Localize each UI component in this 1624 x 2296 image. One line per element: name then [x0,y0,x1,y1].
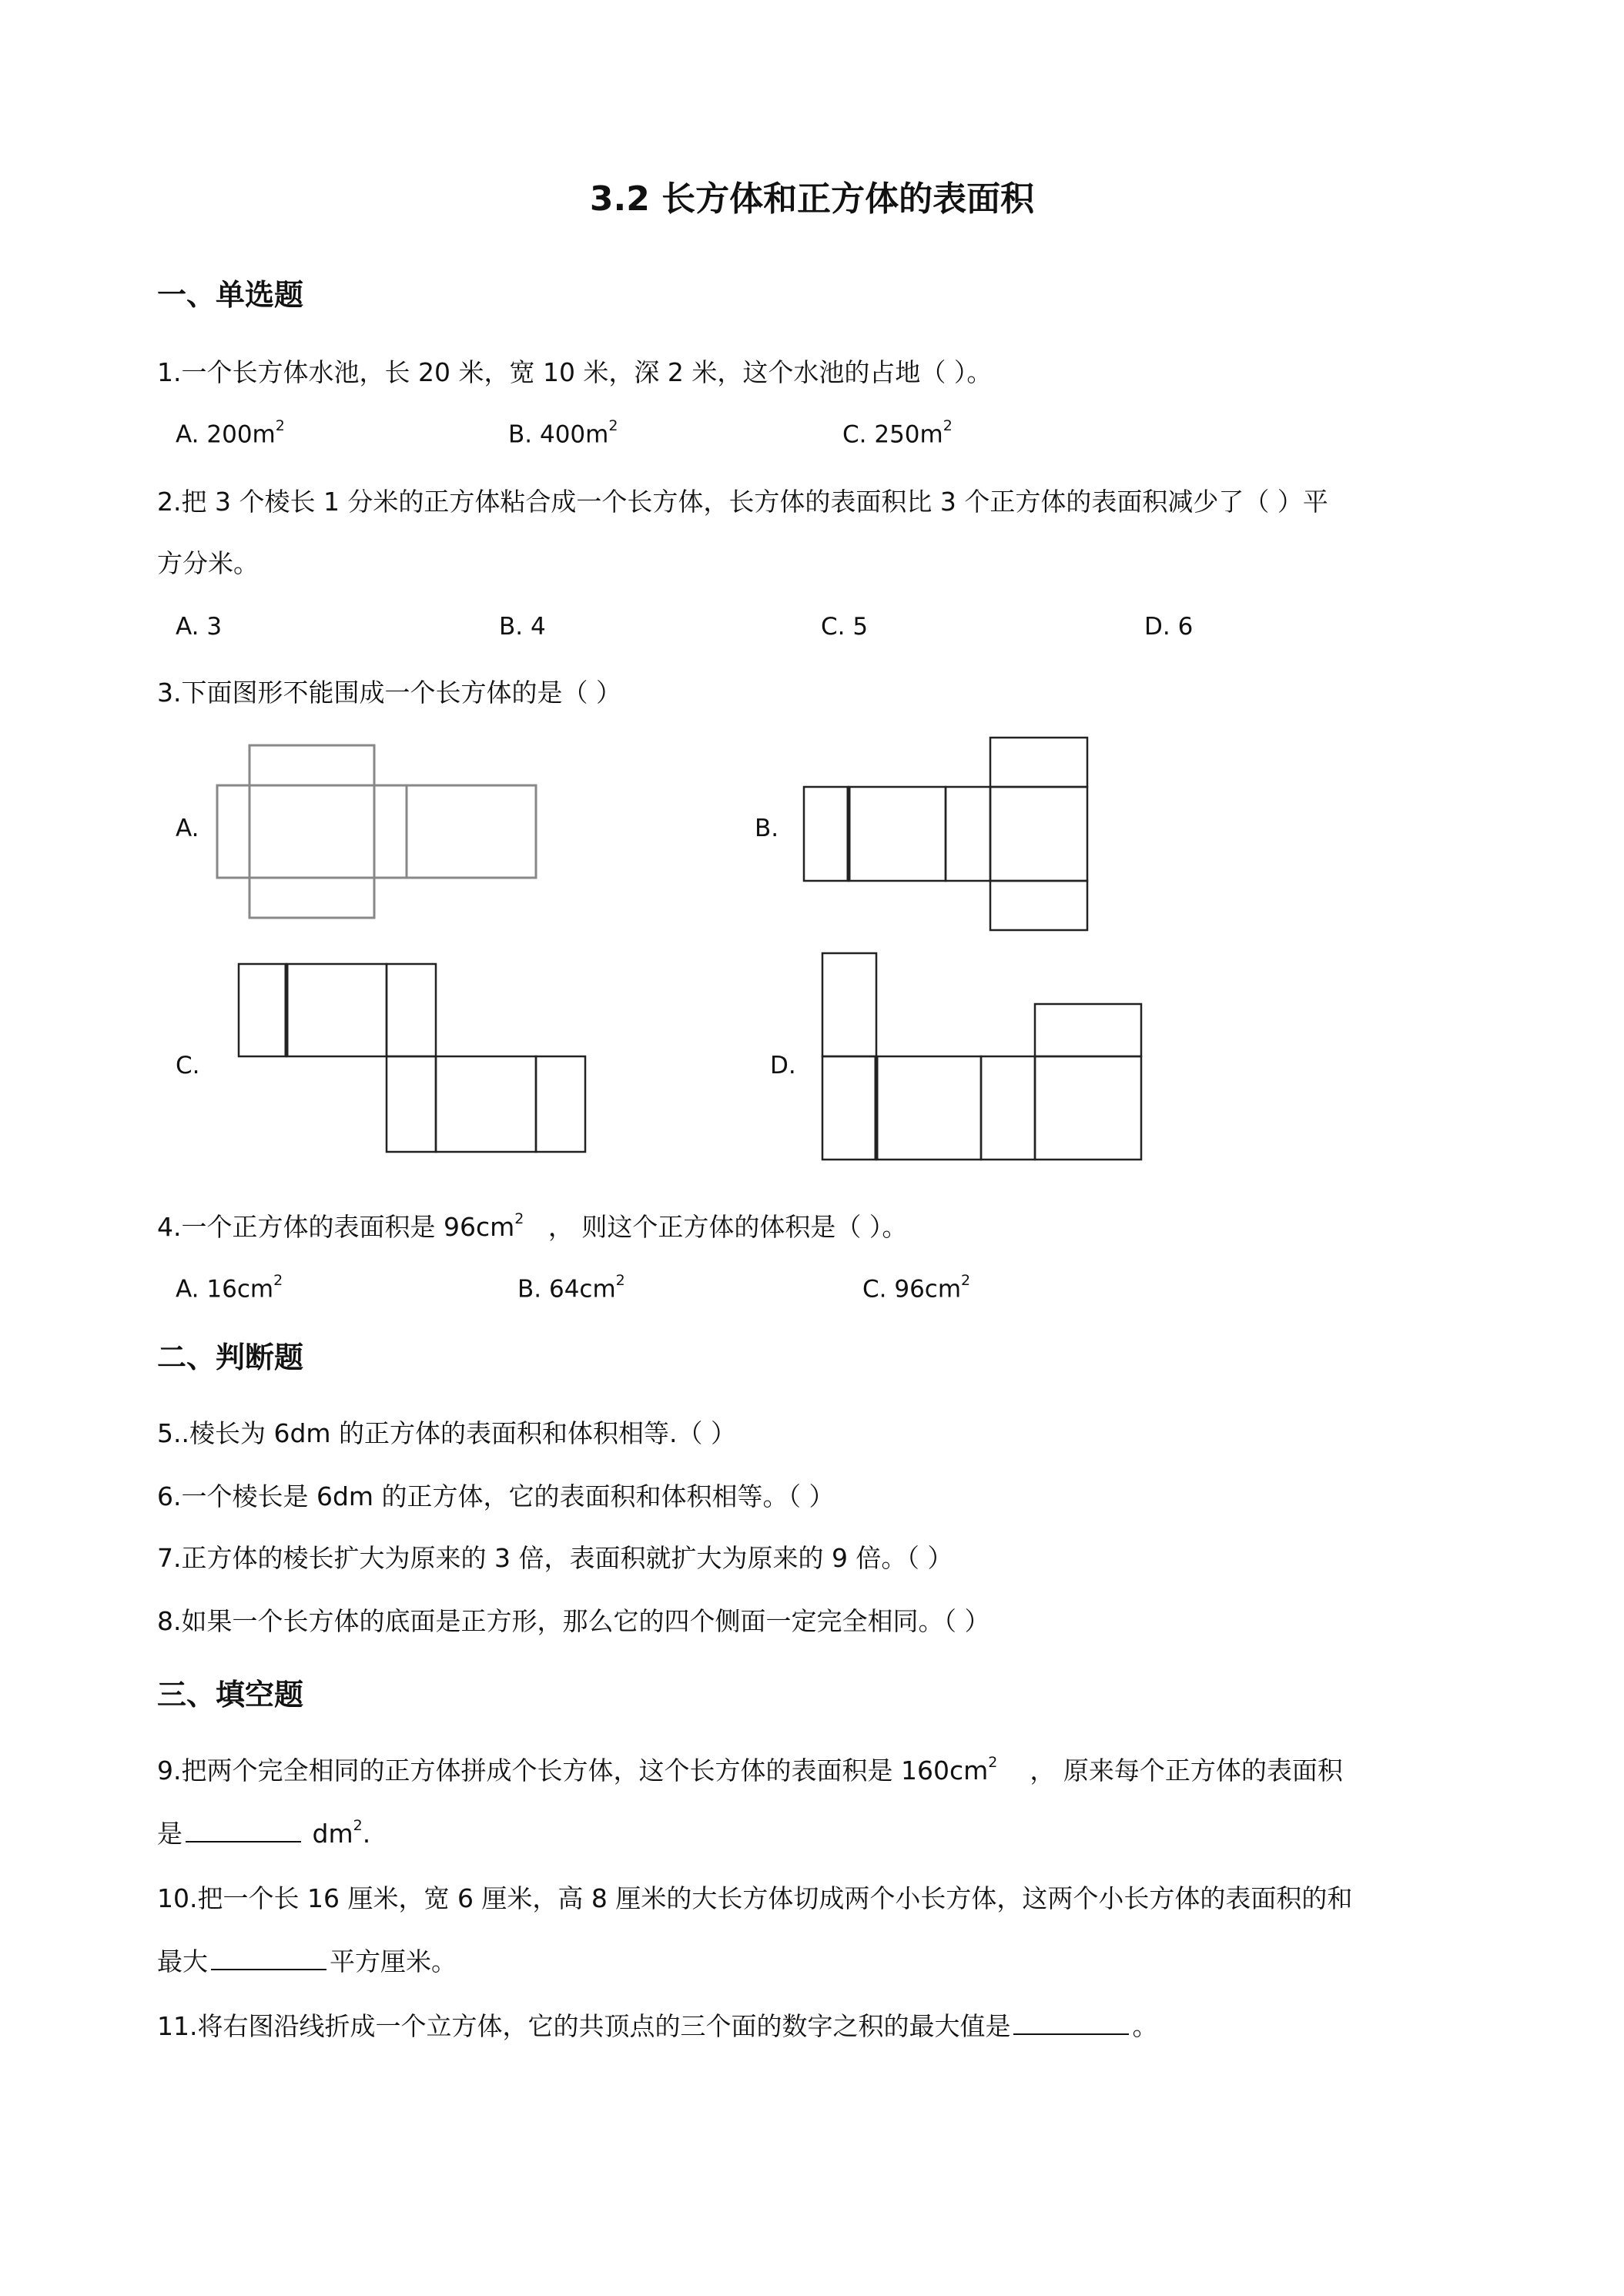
question-3: 3.下面图形不能围成一个长方体的是（ ） [157,678,621,708]
net-b-face-bottom [990,881,1087,930]
net-b-face-1 [804,787,849,881]
q4-option-b[interactable]: B. $64cm^2$ [517,1272,625,1304]
q2-option-c[interactable]: C. 5 [821,613,869,641]
net-b-face-top [990,738,1087,787]
net-d-face-1 [822,953,876,1056]
q3-label-c[interactable]: C. [176,1052,200,1079]
net-c-face-4 [387,1056,436,1152]
net-a-face-right [374,785,407,878]
q11-answer-blank[interactable] [1013,2010,1129,2035]
net-d-face-4 [981,1056,1035,1160]
section-heading-single-choice: 一、单选题 [157,278,304,312]
q1-option-c[interactable]: C. $250m^2$ [842,417,953,449]
net-a-face-top [249,745,374,785]
net-b-face-3 [946,787,990,881]
net-a-face-left [217,785,249,878]
page-title: 3.2 长方体和正方体的表面积 [589,179,1035,219]
net-d-face-6 [1035,1004,1141,1056]
q2-option-b[interactable]: B. 4 [499,613,546,641]
net-c-face-3 [387,964,436,1056]
question-11: 11.将右图沿线折成一个立方体，它的共顶点的三个面的数字之积的最大值是 。 [157,2011,1158,2041]
net-d-face-2 [822,1056,876,1160]
q2-option-d[interactable]: D. 6 [1144,613,1194,641]
q3-label-a[interactable]: A. [176,815,199,842]
net-d-face-5 [1035,1056,1141,1160]
question-10-line-1: 10.把一个长 16 厘米，宽 6 厘米，高 8 厘米的大长方体切成两个小长方体，这两个小长方体的表面积的和 [157,1883,1353,1913]
q10-answer-blank[interactable] [211,1946,326,1970]
net-figure-c [231,958,601,1166]
q1-option-b[interactable]: B. $400m^2$ [508,417,618,449]
net-c-face-1 [239,964,286,1056]
question-8: 8.如果一个长方体的底面是正方形，那么它的四个侧面一定完全相同。（ ） [157,1606,990,1636]
net-c-face-5 [436,1056,536,1152]
net-c-face-2 [286,964,387,1056]
net-b-face-2 [849,787,946,881]
section-heading-fill-blank: 三、填空题 [157,1678,304,1712]
question-5: 5..棱长为 6dm 的正方体的表面积和体积相等.（ ） [157,1418,737,1448]
net-b-face-4 [990,787,1087,881]
q4-option-a[interactable]: A. $16cm^2$ [176,1272,283,1304]
question-9-line-2: 是 $dm^2$. [157,1817,371,1849]
q3-label-d[interactable]: D. [770,1052,796,1079]
net-a-face-back [407,785,536,878]
section-heading-true-false: 二、判断题 [157,1340,304,1374]
net-c-face-6 [536,1056,585,1152]
net-figure-b [793,731,1117,939]
question-2-line-1: 2.把 3 个棱长 1 分米的正方体粘合成一个长方体，长方体的表面积比 3 个正方体的表面积减少了（ ）平 [157,487,1328,517]
q1-option-a[interactable]: A. $200m^2$ [176,417,285,449]
question-9-line-1: 9.把两个完全相同的正方体拼成个长方体，这个长方体的表面积是 $160cm^2$ ， 原来每个正方体的表面积 [157,1754,1343,1786]
net-figure-a [208,739,547,924]
question-2-line-2: 方分米。 [157,548,259,578]
net-a-face-front [249,785,374,878]
q9-answer-blank[interactable] [186,1818,301,1842]
question-1: 1.一个长方体水池，长 20 米，宽 10 米，深 2 米，这个水池的占地（ ）。 [157,357,993,387]
net-d-face-3 [876,1056,981,1160]
q2-option-a[interactable]: A. 3 [176,613,223,641]
net-figure-d [813,947,1152,1170]
question-4: 4.一个正方体的表面积是 $96cm^2$ ， 则这个正方体的体积是（ ）。 [157,1210,908,1242]
q3-label-b[interactable]: B. [755,815,779,842]
net-a-face-bottom [249,878,374,918]
question-7: 7.正方体的棱长扩大为原来的 3 倍，表面积就扩大为原来的 9 倍。（ ） [157,1543,953,1573]
q4-option-c[interactable]: C. $96cm^2$ [862,1272,971,1304]
question-6: 6.一个棱长是 6dm 的正方体，它的表面积和体积相等。（ ） [157,1481,835,1511]
question-10-line-2: 最大 平方厘米。 [157,1946,457,1976]
